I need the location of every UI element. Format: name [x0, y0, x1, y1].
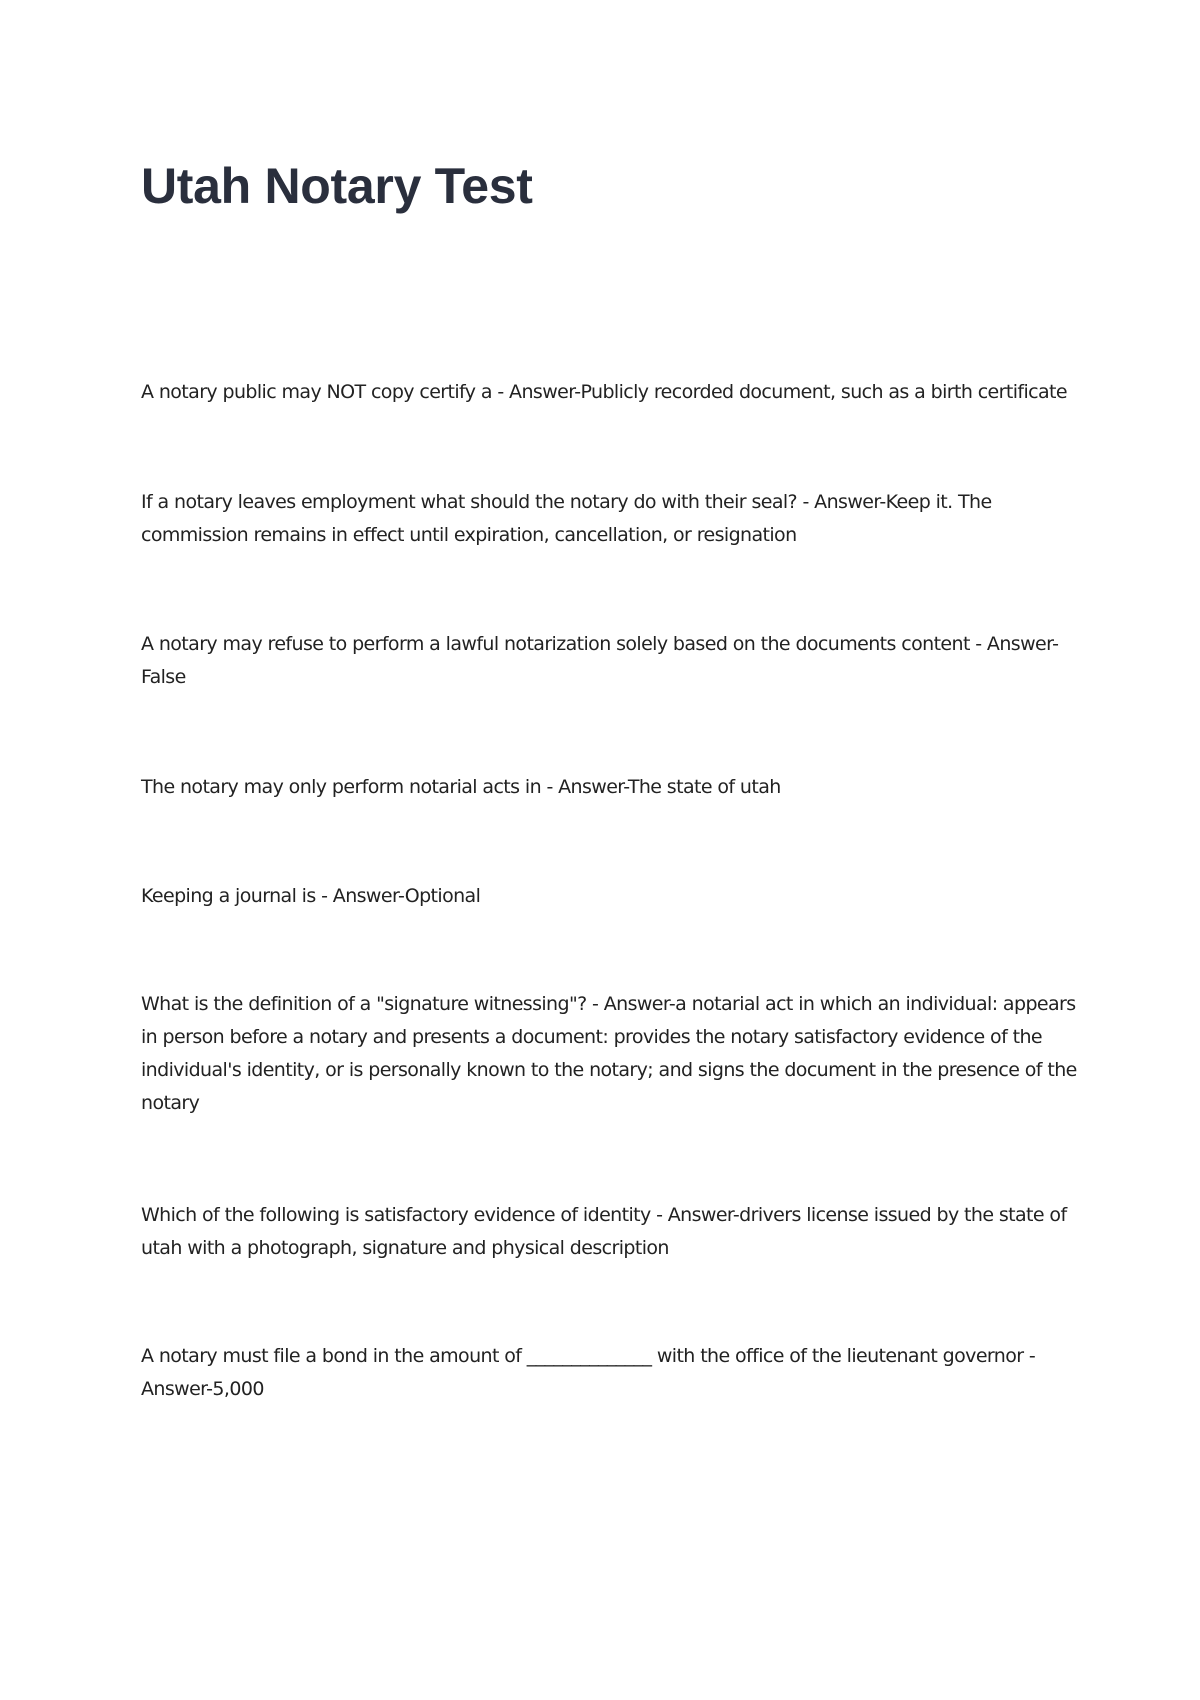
question-answer-item: Which of the following is satisfactory evidence of identity - Answer-drivers license issued by the state of utah with a photograph, signature and physical description [141, 1204, 1067, 1259]
question-answer-item: The notary may only perform notarial acts in - Answer-The state of utah [141, 776, 781, 798]
question-answer-item: What is the definition of a "signature witnessing"? - Answer-a notarial act in which an individual: appears in person before a notary and presents a document: provides the notary satisfactory evidence of the individual's identity, or is personally known to the notary; and signs the document in the presence of the notary [141, 993, 1077, 1114]
question-answer-item: A notary must file a bond in the amount of ______________ with the office of the lieutenant governor - Answer-5,000 [141, 1345, 1036, 1400]
question-answer-item: Keeping a journal is - Answer-Optional [141, 885, 481, 907]
question-answer-item: If a notary leaves employment what should the notary do with their seal? - Answer-Keep it. The commission remains in effect until expiration, cancellation, or resignation [141, 491, 992, 546]
page-title: Utah Notary Test [141, 158, 533, 214]
question-answer-item: A notary public may NOT copy certify a - Answer-Publicly recorded document, such as a birth certificate [141, 381, 1067, 403]
question-answer-item: A notary may refuse to perform a lawful notarization solely based on the documents content - Answer-False [141, 633, 1059, 688]
